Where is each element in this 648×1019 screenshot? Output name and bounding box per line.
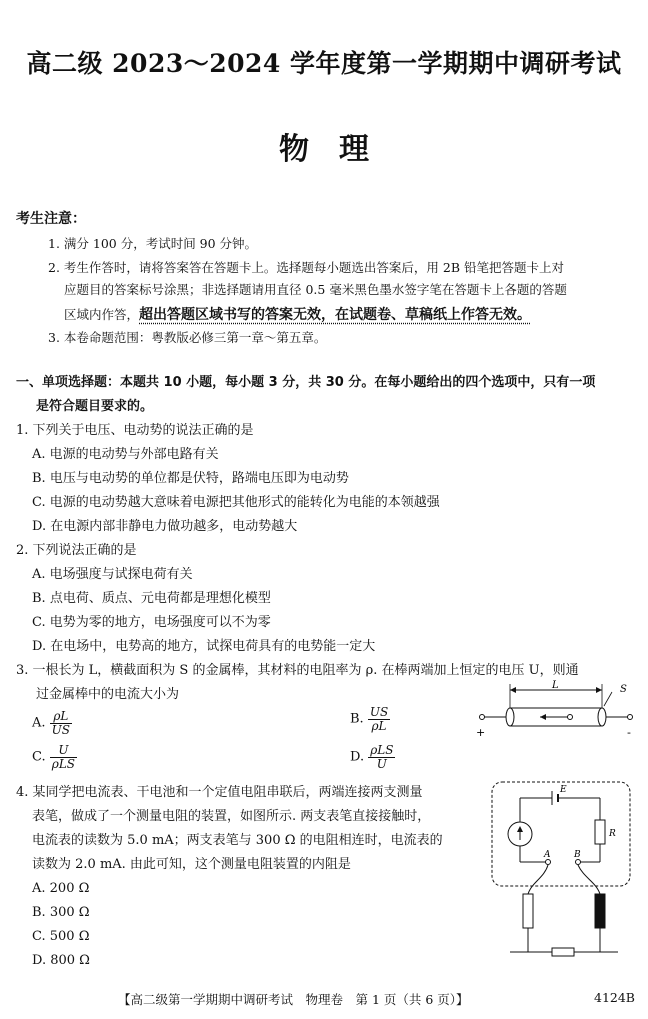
q4-option-d: D. 800 Ω: [32, 953, 90, 968]
notice-heading: 考生注意：: [16, 211, 86, 227]
notice-item-2-cont: 应题目的答案标号涂黑；非选择题请用直径 0.5 毫米黑色墨水签字笔在答题卡上各题的答题: [64, 282, 567, 297]
dimension-arrow-left: [510, 687, 516, 693]
q1-option-a: A. 电源的电动势与外部电路有关: [32, 447, 219, 462]
q3-a-numerator: ρL: [50, 710, 72, 724]
q4-stem-cont1: 表笔，做成了一个测量电阻的装置，如图所示. 两支表笔直接接触时，: [32, 809, 431, 824]
probe-a: [523, 894, 533, 928]
footer-page-info: 【高二级第一学期期中调研考试 物理卷 第 1 页（共 6 页）】: [118, 992, 469, 1007]
q2-option-a: A. 电场强度与试探电荷有关: [32, 567, 193, 582]
terminal-a-label: A: [544, 850, 551, 860]
q4-stem-cont2: 电流表的读数为 5.0 mA；两支表笔与 300 Ω 的电阻相连时，电流表的: [32, 833, 443, 848]
section1-heading: 一、单项选择题：本题共 10 小题，每小题 3 分，共 30 分。在每小题给出的四个选项中，只有一项: [16, 375, 596, 390]
q3-option-a-label: A.: [32, 715, 46, 731]
terminal-a: [546, 860, 551, 865]
q3-b-denominator: ρL: [371, 718, 387, 733]
q3-option-b: [350, 706, 390, 732]
q3-d-numerator: ρLS: [370, 743, 394, 757]
q3-stem: 3. 一根长为 L，横截面积为 S 的金属棒，其材料的电阻率为 ρ. 在棒两端加上恒定的电压 U，则通: [16, 663, 579, 678]
negative-terminal: -: [627, 726, 631, 739]
q4-option-c: C. 500 Ω: [32, 929, 90, 944]
q3-option-c-label: C.: [32, 749, 46, 765]
q3-option-b-fraction: [368, 706, 390, 732]
probe-lead-b: [578, 865, 600, 894]
area-label: S: [620, 684, 627, 695]
subject-title: 物理: [279, 132, 399, 167]
q3-option-c-fraction: [50, 744, 77, 770]
q4-circuit-figure: [488, 778, 636, 968]
q3-a-denominator: US: [51, 722, 71, 737]
notice-emphasis: 超出答题区域书写的答案无效，在试题卷、草稿纸上作答无效。: [139, 307, 532, 323]
dimension-arrow-right: [596, 687, 602, 693]
q3-option-a: [32, 710, 72, 736]
q3-c-denominator: ρLS: [51, 756, 76, 771]
fixed-resistor: [595, 820, 605, 844]
q2-option-c: C. 电势为零的地方，电场强度可以不为零: [32, 615, 271, 630]
q1-option-d: D. 在电源内部非静电力做功越多，电动势越大: [32, 519, 298, 534]
q2-option-d: D. 在电场中，电势高的地方，试探电荷具有的电势能一定大: [32, 639, 376, 654]
q3-option-c: [32, 744, 77, 770]
notice-item-2: 2. 考生作答时，请将答案答在答题卡上。选择题每小题选出答案后，用 2B 铅笔把答题卡上对: [48, 260, 564, 275]
probe-lead-a: [528, 865, 548, 894]
terminal-b: [576, 860, 581, 865]
q3-option-d-fraction: [368, 744, 395, 770]
q3-c-numerator: U: [50, 744, 77, 758]
q3-option-d: [350, 744, 395, 770]
current-arrow: [540, 714, 546, 720]
notice-item-2-cont2: [64, 308, 531, 322]
q3-option-d-label: D.: [350, 749, 365, 765]
q4-option-b: B. 300 Ω: [32, 905, 90, 920]
resistor-label: R: [609, 829, 616, 839]
q1-option-b: B. 电压与电动势的单位都是伏特，路端电压即为电动势: [32, 471, 349, 486]
q3-option-a-fraction: [50, 710, 72, 736]
emf-label: E: [560, 785, 567, 795]
probe-b: [595, 894, 605, 928]
q4-stem-cont3: 读数为 2.0 mA. 由此可知，这个测量电阻装置的内阻是: [32, 857, 351, 872]
q4-stem: 4. 某同学把电流表、干电池和一个定值电阻串联后，两端连接两支测量: [16, 785, 423, 800]
notice-item-1: 1. 满分 100 分，考试时间 90 分钟。: [48, 236, 258, 251]
terminal-b-label: B: [574, 850, 581, 860]
q3-b-numerator: US: [369, 705, 389, 719]
notice-item-2-tail: 区域内作答，: [64, 307, 140, 322]
length-label: L: [552, 680, 559, 691]
q1-option-c: C. 电源的电动势越大意味着电源把其他形式的能转化为电能的本领越强: [32, 495, 440, 510]
positive-terminal: +: [476, 726, 486, 739]
q3-d-denominator: U: [376, 756, 387, 771]
q1-stem: 1. 下列关于电压、电动势的说法正确的是: [16, 423, 254, 438]
test-resistor: [552, 948, 574, 956]
q2-option-b: B. 点电荷、质点、元电荷都是理想化模型: [32, 591, 271, 606]
q3-stem-cont: 过金属棒中的电流大小为: [36, 687, 180, 702]
q2-stem: 2. 下列说法正确的是: [16, 543, 137, 558]
footer-code: 4124B: [594, 990, 635, 1005]
exam-title: 高二级 2023～2024 学年度第一学期期中调研考试: [26, 49, 622, 78]
q4-option-a: A. 200 Ω: [32, 881, 90, 896]
section1-heading-cont: 是符合题目要求的。: [36, 399, 154, 414]
q3-rod-figure: [470, 680, 640, 760]
notice-item-3: 3. 本卷命题范围：粤教版必修三第一章～第五章。: [48, 330, 327, 345]
q3-option-b-label: B.: [350, 711, 364, 727]
